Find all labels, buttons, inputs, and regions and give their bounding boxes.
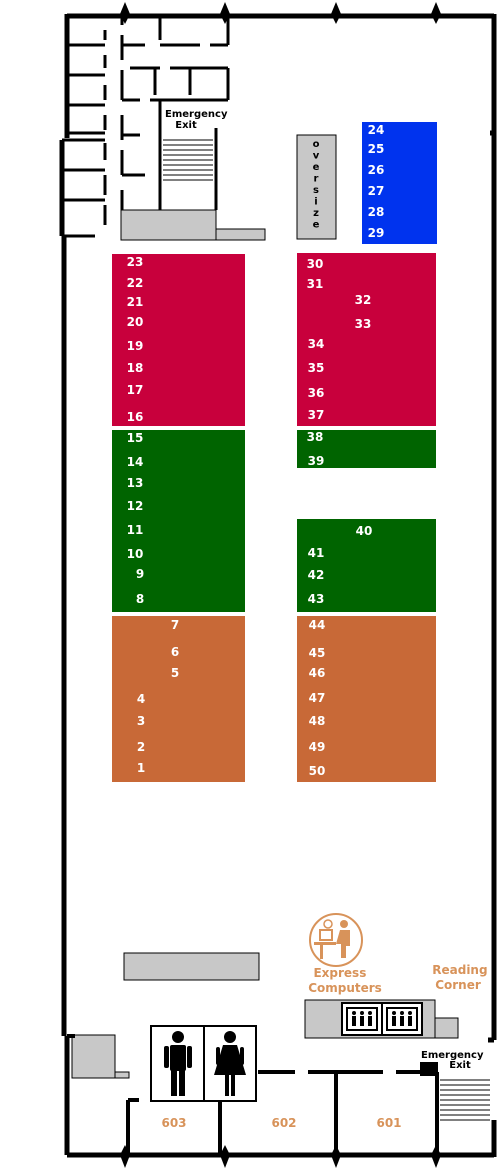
gray-block-bottom-left (72, 1035, 129, 1078)
computer-person-icon (310, 914, 362, 966)
shelf-39[interactable]: 39 (307, 454, 325, 468)
shelf-31[interactable]: 31 (306, 277, 324, 291)
offices-top-left (62, 16, 228, 236)
shelf-21[interactable]: 21 (126, 295, 144, 309)
shelf-48[interactable]: 48 (308, 714, 326, 728)
room-601[interactable]: 601 (376, 1116, 402, 1130)
shelf-44[interactable]: 44 (308, 618, 326, 632)
shelf-11[interactable]: 11 (126, 523, 144, 537)
shelf-24[interactable]: 24 (367, 123, 385, 137)
shelf-35[interactable]: 35 (307, 361, 325, 375)
shelf-1[interactable]: 1 (136, 761, 146, 775)
shelf-37[interactable]: 37 (307, 408, 325, 422)
gray-block-top (121, 210, 216, 240)
shelf-25[interactable]: 25 (367, 142, 385, 156)
shelf-45[interactable]: 45 (308, 646, 326, 660)
shelf-12[interactable]: 12 (126, 499, 144, 513)
shelf-9[interactable]: 9 (135, 567, 145, 581)
shelf-29[interactable]: 29 (367, 226, 385, 240)
stairs-bottom (440, 1077, 494, 1120)
shelf-46[interactable]: 46 (308, 666, 326, 680)
shelf-3[interactable]: 3 (136, 714, 146, 728)
shelf-6[interactable]: 6 (170, 645, 180, 659)
shelf-27[interactable]: 27 (367, 184, 385, 198)
shelf-26[interactable]: 26 (367, 163, 385, 177)
shelf-5[interactable]: 5 (170, 666, 180, 680)
room-602[interactable]: 602 (271, 1116, 297, 1130)
shelf-38[interactable]: 38 (306, 430, 324, 444)
elevator-bank (305, 1000, 458, 1038)
gray-ledge-top (216, 229, 265, 240)
shelf-43[interactable]: 43 (307, 592, 325, 606)
gray-counter (124, 953, 259, 980)
shelf-32[interactable]: 32 (354, 293, 372, 307)
reading-corner-label[interactable]: Reading Corner (432, 963, 488, 992)
shelf-8[interactable]: 8 (135, 592, 145, 606)
express-computers-label[interactable]: Express Computers (308, 966, 382, 995)
shelf-23[interactable]: 23 (126, 255, 144, 269)
shelf-49[interactable]: 49 (308, 740, 326, 754)
shelf-14[interactable]: 14 (126, 455, 144, 469)
oversize-label: o v e r s i z e (312, 139, 320, 231)
shelf-2[interactable]: 2 (136, 740, 146, 754)
restrooms[interactable] (151, 1026, 256, 1101)
emergency-exit-top: Emergency Exit (165, 109, 228, 131)
shelf-19[interactable]: 19 (126, 339, 144, 353)
exit-door-bottom (420, 1062, 438, 1076)
shelf-28[interactable]: 28 (367, 205, 385, 219)
shelf-4[interactable]: 4 (136, 692, 146, 706)
shelf-47[interactable]: 47 (308, 691, 326, 705)
shelf-20[interactable]: 20 (126, 315, 144, 329)
shelf-34[interactable]: 34 (307, 337, 325, 351)
orange-section-left[interactable] (112, 616, 245, 782)
shelf-22[interactable]: 22 (126, 276, 144, 290)
shelf-40[interactable]: 40 (355, 524, 373, 538)
shelf-18[interactable]: 18 (126, 361, 144, 375)
shelf-30[interactable]: 30 (306, 257, 324, 271)
shelf-17[interactable]: 17 (126, 383, 144, 397)
shelf-33[interactable]: 33 (354, 317, 372, 331)
shelf-42[interactable]: 42 (307, 568, 325, 582)
stairs-top (163, 140, 213, 180)
shelf-13[interactable]: 13 (126, 476, 144, 490)
shelf-7[interactable]: 7 (170, 618, 180, 632)
shelf-36[interactable]: 36 (307, 386, 325, 400)
shelf-16[interactable]: 16 (126, 410, 144, 424)
shelf-50[interactable]: 50 (308, 764, 326, 778)
room-603[interactable]: 603 (161, 1116, 187, 1130)
emergency-exit-bottom: Emergency Exit (421, 1050, 484, 1071)
shelf-10[interactable]: 10 (126, 547, 144, 561)
shelf-15[interactable]: 15 (126, 431, 144, 445)
shelf-41[interactable]: 41 (307, 546, 325, 560)
